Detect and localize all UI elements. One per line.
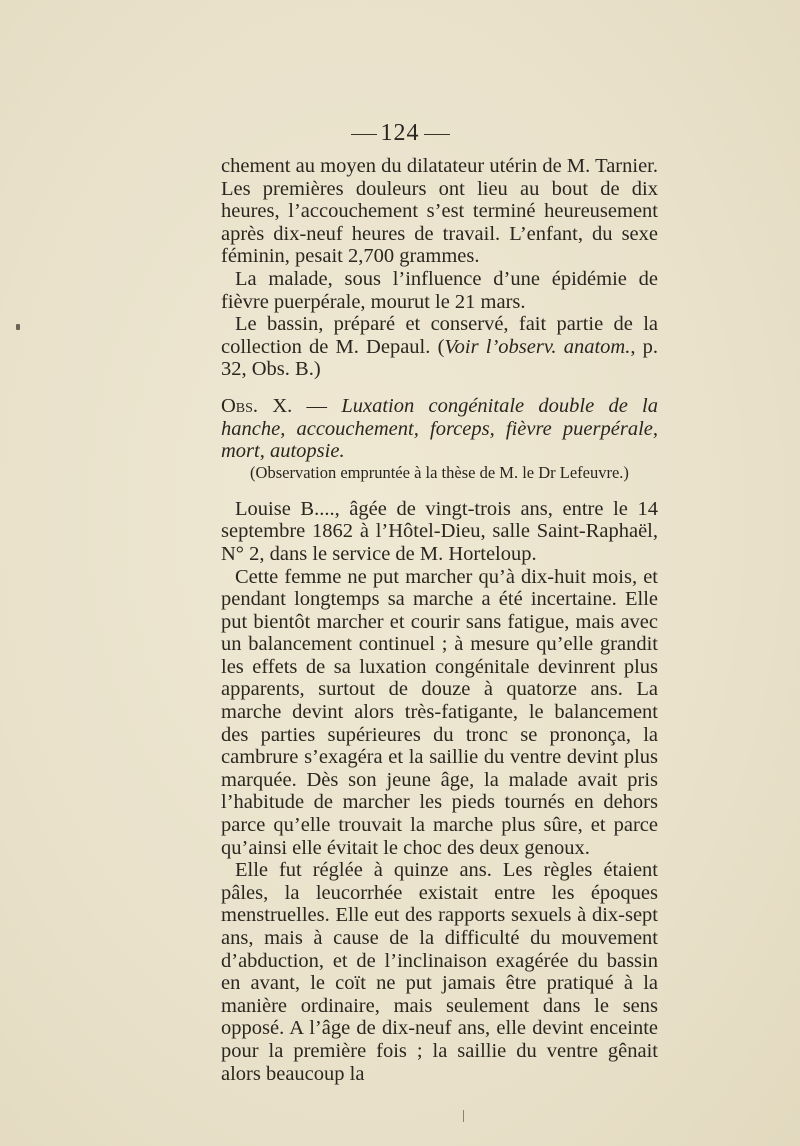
page-body [221, 155, 658, 1085]
reference-tail: , p. 32, Obs. B.) [221, 335, 659, 381]
page-number: 124 [380, 120, 420, 146]
observation-heading [221, 395, 658, 463]
paragraph-death: La malade, sous l’influence d’une épidémie de fièvre puerpérale, mourut le 21 mars. [221, 267, 658, 313]
paragraph-walking: Cette femme ne put marcher qu’à dix-huit mois, et pendant longtemps sa marche a été incertaine. Elle put bientôt marcher et courir sans fatigue, mais avec un balancement continuel ; à mesure qu’elle grandit les effets de sa luxation congénitale devinrent plus apparents, surtout de douze à quatorze ans. La marche devint alors très-fatigante, le balancement des parties supérieures du tronc se prononça, la cambrure s’exagéra et la saillie du ventre devint plus marquée. Dès son jeune âge, la malade avait pris l’habitude de marcher les pieds tournés en dehors parce qu’elle trouvait la marche plus sûre, et parce qu’ainsi elle évitait le choc des deux genoux. [221, 565, 658, 859]
reference-italic: Voir l’observ. anatom. [444, 335, 631, 358]
paragraph-menses: Elle fut réglée à quinze ans. Les règles étaient pâles, la leucorrhée existait entre les époques menstruelles. Elle eut des rapports sexuels à dix-sept ans, mais à cause de la difficulté du mouvement d’abduction, et de l’inclinaison exagérée du bassin en avant, le coït ne put jamais être pratiqué à la manière ordinaire, mais seulement dans le sens opposé. A l’âge de dix-neuf ans, elle devint enceinte pour la première fois ; la saillie du ventre gênait alors beaucoup la [221, 859, 658, 1085]
gutter-mark [463, 1110, 464, 1122]
observation-title: Luxation congénitale double de la hanche, accouchement, forceps, fièvre puerpérale, mort, autopsie. [221, 394, 659, 463]
paragraph-continuation: chement au moyen du dilatateur utérin de M. Tarnier. Les premières douleurs ont lieu au bout de dix heures, l’accouchement s’est terminé heureusement après dix-neuf heures de travail. L’enfant, du sexe féminin, pesait 2,700 grammes. [221, 155, 658, 268]
paragraph-bassin: Le bassin, préparé et conservé, fait partie de la collection de M. Depaul. (Voir l’observ. anatom., p. 32, Obs. B.) [221, 313, 659, 381]
margin-speck [16, 324, 20, 330]
header-dash-right [424, 134, 450, 135]
observation-label: Obs. X. [221, 394, 293, 417]
page-header [0, 120, 800, 147]
bassin-text: Le bassin, préparé et conservé, fait partie de la collection de M. Depaul. [221, 313, 658, 358]
observation-source: (Observation empruntée à la thèse de M. le Dr Lefeuvre.) [250, 462, 629, 482]
observation-dash: — [292, 394, 342, 417]
paragraph-admission: Louise B...., âgée de vingt-trois ans, entre le 14 septembre 1862 à l’Hôtel-Dieu, salle Saint-Raphaël, N° 2, dans le service de M. Horteloup. [221, 497, 658, 565]
header-dash-left [351, 134, 377, 135]
